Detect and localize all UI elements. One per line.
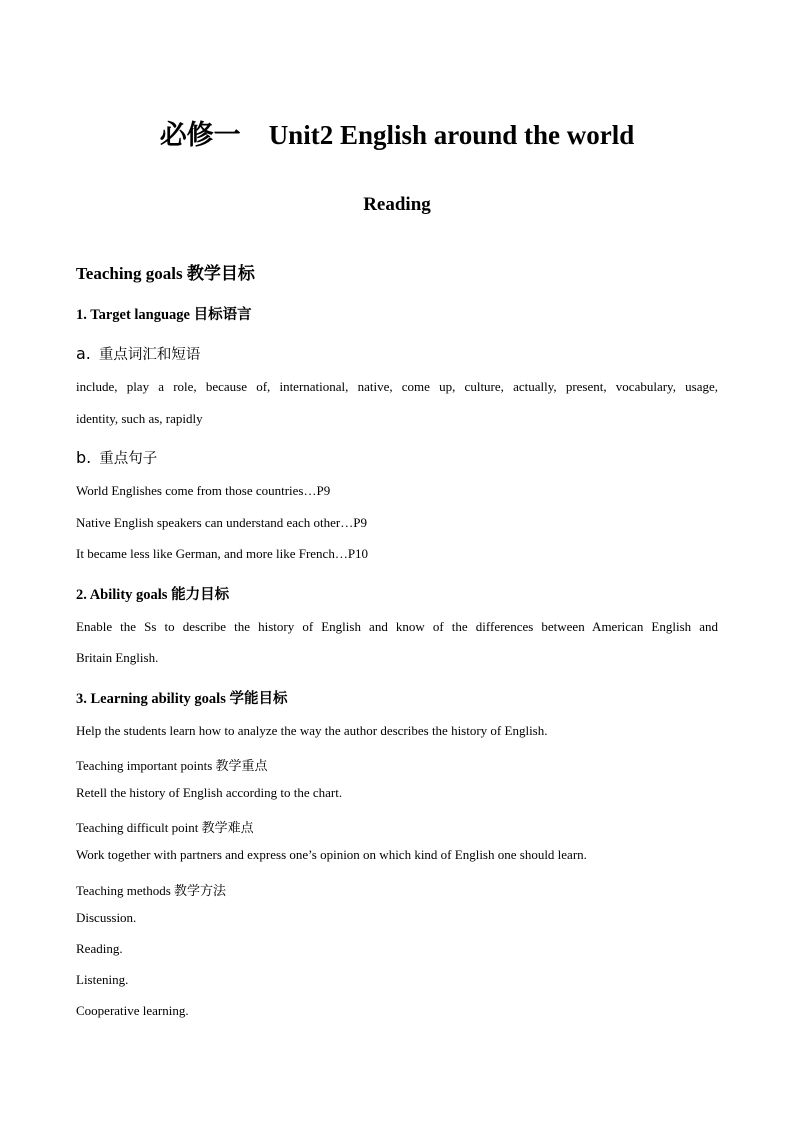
page-subtitle: Reading [363,194,431,215]
list-label: 重点词汇和短语 [98,347,201,363]
list-letter: b. [76,448,92,467]
key-vocabulary-label [76,343,200,364]
difficult-point-text: Work together with partners and express one’s opinion on which kind of English one should learn. [76,847,587,862]
vocabulary-line-2: identity, such as, rapidly [76,411,203,426]
key-sentences-label [76,447,157,468]
teaching-method-item: Reading. [76,941,123,956]
important-points-label: Teaching important points 教学重点 [76,758,268,773]
ability-goals-heading: 2. Ability goals 能力目标 [76,587,230,603]
teaching-method-item: Listening. [76,972,129,987]
teaching-method-item: Discussion. [76,910,137,925]
title-chinese: 必修一 [159,120,241,150]
vocabulary-line-1: include, play a role, because of, international, native, come up, culture, actually, present, vocabulary, usage, [76,379,718,394]
ability-goals-line-1: Enable the Ss to describe the history of English and know of the differences between American English and [76,619,718,634]
title-english: Unit2 English around the world [268,120,635,150]
list-label: 重点句子 [99,451,158,467]
list-letter: a. [76,344,91,363]
teaching-methods-label: Teaching methods 教学方法 [76,883,227,898]
ability-goals-line-2: Britain English. [76,650,159,665]
teaching-goals-heading: Teaching goals 教学目标 [76,264,255,283]
learning-ability-goals-heading: 3. Learning ability goals 学能目标 [76,691,288,707]
difficult-point-label: Teaching difficult point 教学难点 [76,820,254,835]
teaching-method-item: Cooperative learning. [76,1003,189,1018]
important-points-text: Retell the history of English according to the chart. [76,785,343,800]
key-sentence: World Englishes come from those countries…P9 [76,483,331,498]
target-language-heading: 1. Target language 目标语言 [76,307,252,323]
key-sentence: It became less like German, and more like French…P10 [76,546,369,561]
key-sentence: Native English speakers can understand each other…P9 [76,515,367,530]
learning-ability-text: Help the students learn how to analyze the way the author describes the history of English. [76,723,548,738]
page-title [0,113,794,152]
